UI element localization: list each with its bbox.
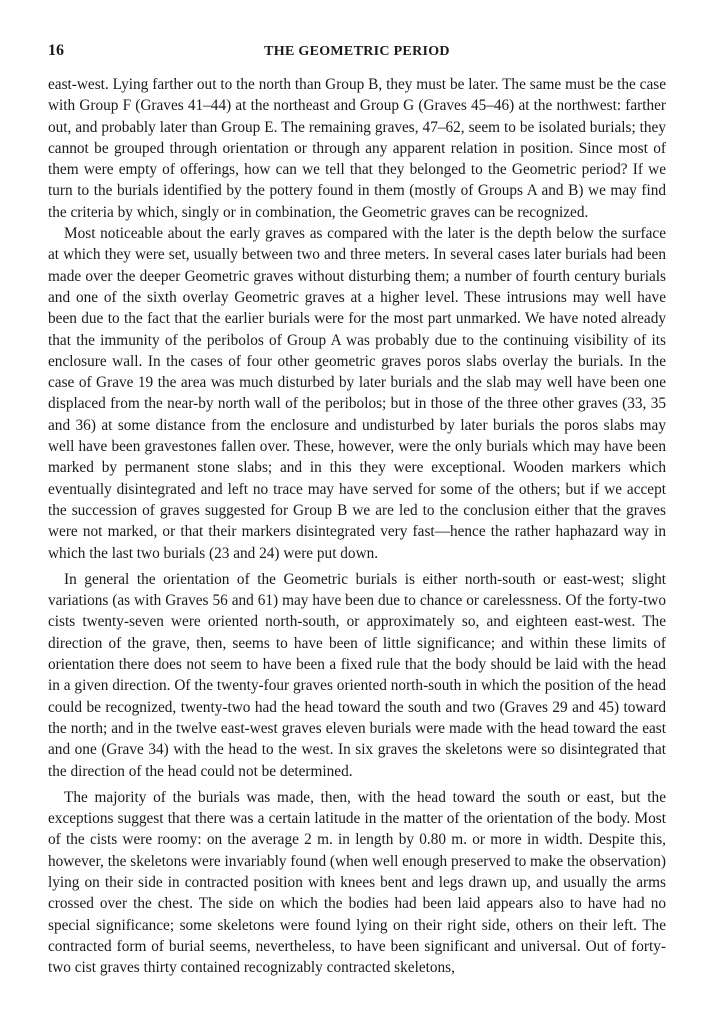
document-page bbox=[48, 40, 666, 978]
page-number: 16 bbox=[48, 42, 64, 59]
page-header bbox=[48, 40, 666, 64]
paragraph: Most noticeable about the early graves as compared with the later is the depth below the surface at which they were set, usually between two and three meters. In several cases later burials had been made over the deeper Geometric graves without disturbing them; a number of fourth century burials and one of the sixth overlay Geometric graves at a higher level. These intrusions may well have been due to the fact that the earlier burials were for the most part unmarked. We have noted already that the immunity of the peribolos of Group A was probably due to the continuing visibility of its enclosure wall. In the cases of four other geometric graves poros slabs overlay the burials. In the case of Grave 19 the area was much disturbed by later burials and the slab may well have been one displaced from the near-by north wall of the peribolos; but in those of the three other graves (33, 35 and 36) at some distance from the enclosure and undisturbed by later burials the poros slabs may well have been gravestones fallen over. These, however, were the only burials which may have been marked by permanent stone slabs; and in this they were exceptional. Wooden markers which eventually disintegrated and left no trace may have served for some of the others; but if we accept the succession of graves suggested for Group B we are led to the conclusion either that the graves were not marked, or that their markers disintegrated very fast—hence the rather haphazard way in which the last two burials (23 and 24) were put down. bbox=[48, 225, 666, 562]
paragraph: In general the orientation of the Geometric burials is either north-south or east-west; slight variations (as with Graves 56 and 61) may have been due to chance or carelessness. Of the forty-two cists twenty-seven were oriented north-south, or approximately so, and eighteen east-west. The direction of the grave, then, seems to have been of little significance; and within these limits of orientation there does not seem to have been a fixed rule that the body should be laid with the head in a given direction. Of the twenty-four graves oriented north-south in which the position of the head could be recognized, twenty-two had the head toward the south and two (Graves 29 and 45) toward the north; and in the twelve east-west graves eleven burials were made with the head toward the east and one (Grave 34) with the head to the west. In six graves the skeletons were so disintegrated that the direction of the head could not be determined. bbox=[48, 570, 666, 780]
paragraph: east-west. Lying farther out to the north than Group B, they must be later. The same must be the case with Group F (Graves 41–44) at the northeast and Group G (Graves 45–46) at the northwest: farther out, and probably later than Group E. The remaining graves, 47–62, seem to be isolated burials; they cannot be grouped through orientation or through any apparent relation in position. Since most of them were empty of offerings, how can we tell that they belonged to the Geometric period? If we turn to the burials identified by the pottery found in them (mostly of Groups A and B) we may find the criteria by which, singly or in combination, the Geometric graves can be recognized. bbox=[48, 76, 666, 221]
body-text bbox=[48, 74, 666, 978]
running-title: THE GEOMETRIC PERIOD bbox=[264, 44, 450, 59]
paragraph: The majority of the burials was made, then, with the head toward the south or east, but the exceptions suggest that there was a certain latitude in the matter of the orientation of the body. Most of the cists were roomy: on the average 2 m. in length by 0.80 m. or more in width. Despite this, however, the skeletons were invariably found (when well enough preserved to make the observation) lying on their side in contracted position with knees bent and legs drawn up, and usually the arms crossed over the chest. The side on which the bodies had been laid appears also to have had no special significance; some skeletons were found lying on their right side, others on their left. The contracted form of burial seems, nevertheless, to have been significant and universal. Out of forty-two cist graves thirty contained recognizably contracted skeletons, bbox=[48, 788, 666, 977]
